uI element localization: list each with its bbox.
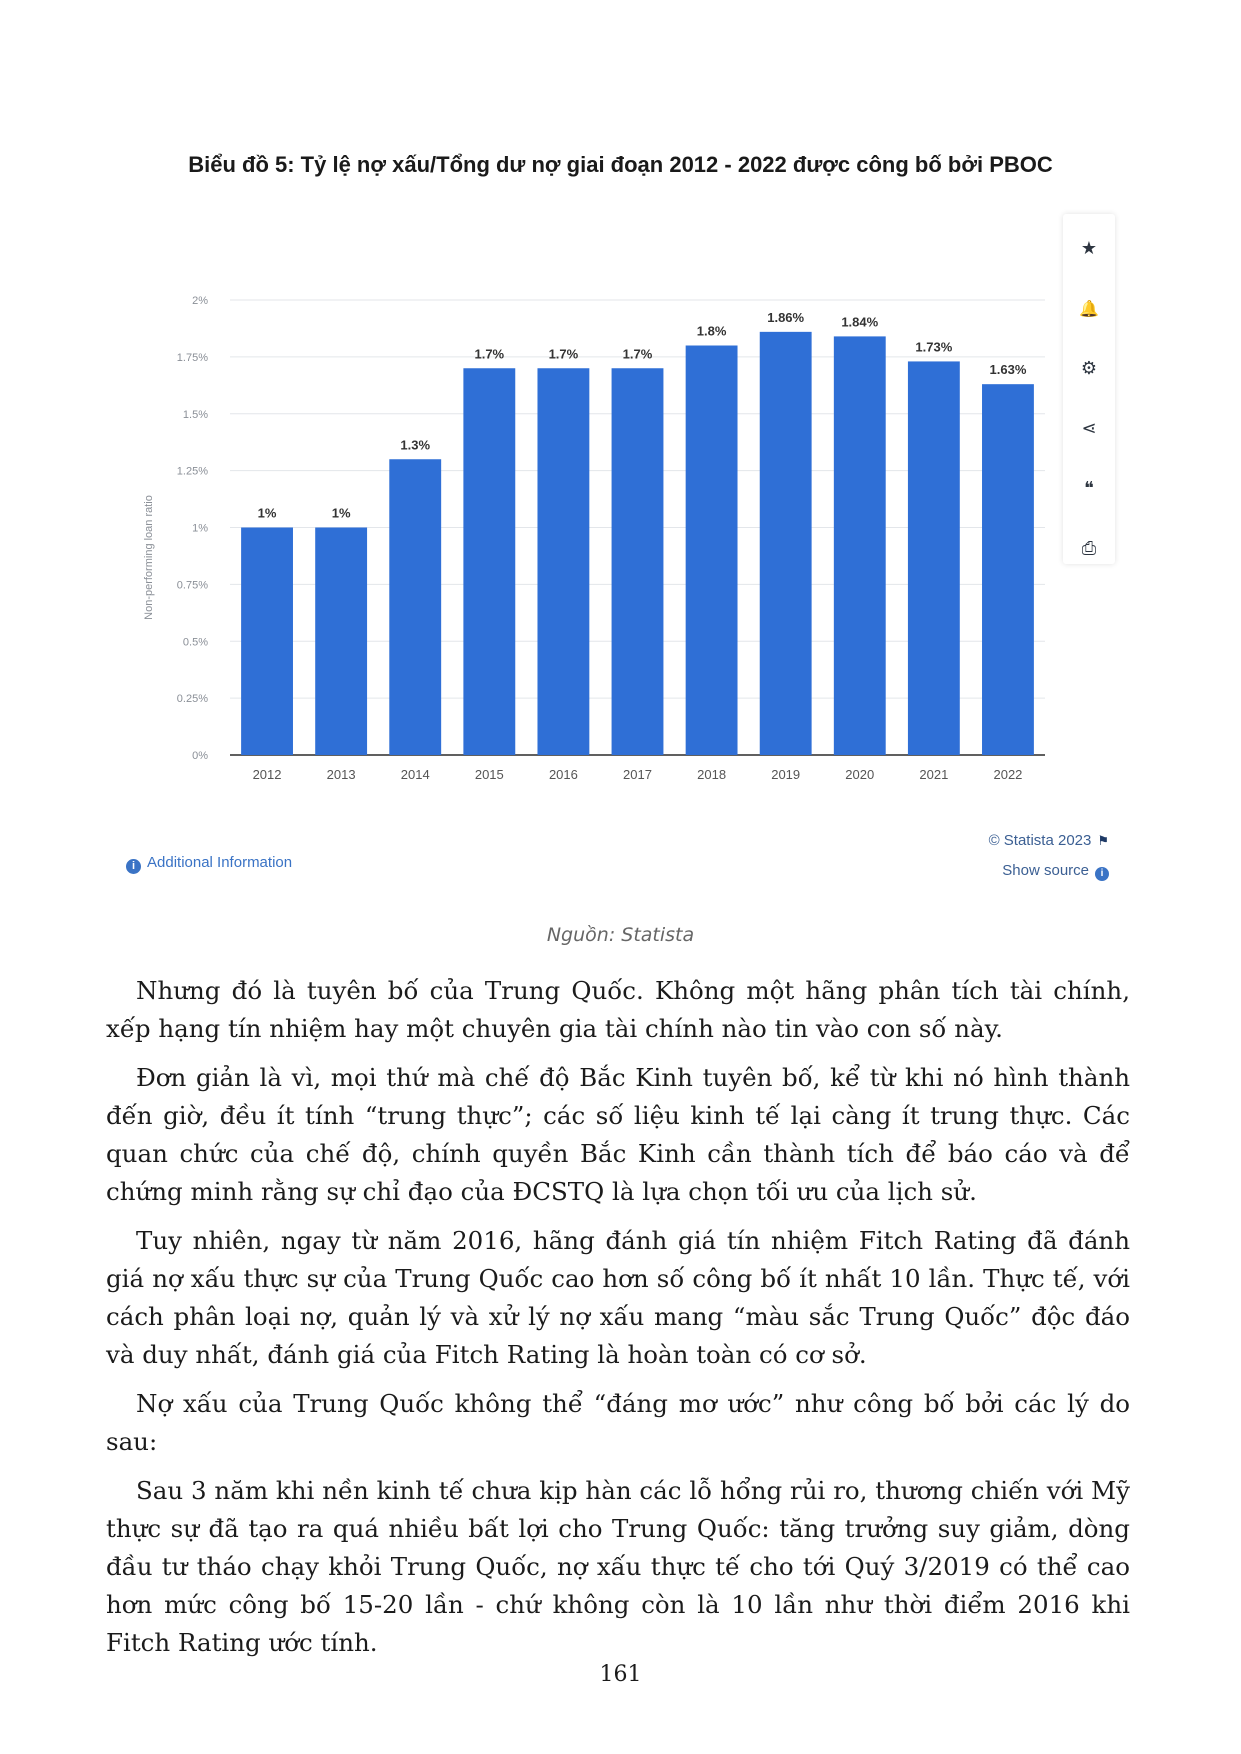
value-label: 1.3% <box>400 437 431 453</box>
x-tick-label: 2014 <box>400 767 430 782</box>
paragraph: Sau 3 năm khi nền kinh tế chưa kịp hàn các lỗ hổng rủi ro, thương chiến với Mỹ thực sự đã tạo ra quá nhiều bất lợi cho Trung Quốc: tăng trưởng suy giảm, dòng đầu tư tháo chạy khỏi Trung Quốc, nợ xấu thực tế cho tới Quý 3/2019 có thể cao hơn mức công bố 15-20 lần - chứ không còn là 10 lần như thời điểm 2016 khi Fitch Rating ước tính. <box>106 1476 1130 1657</box>
additional-information-link[interactable] <box>126 854 292 874</box>
statista-credit-block <box>989 826 1109 886</box>
npl-bar-chart <box>120 210 1050 810</box>
bars <box>241 332 1034 755</box>
body-text <box>106 972 1130 1673</box>
bar-2015[interactable] <box>463 368 515 755</box>
info-icon: i <box>1095 867 1109 881</box>
value-label: 1.7% <box>622 346 653 362</box>
value-label: 1% <box>257 505 277 521</box>
x-tick-label: 2022 <box>993 767 1023 782</box>
paragraph: Tuy nhiên, ngay từ năm 2016, hãng đánh giá tín nhiệm Fitch Rating đã đánh giá nợ xấu thực sự của Trung Quốc cao hơn số công bố ít nhất 10 lần. Thực tế, với cách phân loại nợ, quản lý và xử lý nợ xấu mang “màu sắc Trung Quốc” độc đáo và duy nhất, đánh giá của Fitch Rating là hoàn toàn có cơ sở. <box>106 1226 1130 1369</box>
value-label: 1% <box>331 505 351 521</box>
x-tick-label: 2019 <box>771 767 801 782</box>
y-tick-label: 1.5% <box>182 408 208 421</box>
y-tick-label: 0.25% <box>176 693 208 706</box>
x-tick-label: 2013 <box>326 767 356 782</box>
y-tick-label: 0% <box>192 750 208 762</box>
share-icon[interactable]: ⋖ <box>1081 418 1097 439</box>
gear-icon[interactable]: ⚙ <box>1080 358 1098 379</box>
y-axis-ticks <box>177 295 208 762</box>
y-tick-label: 2% <box>192 295 208 307</box>
star-icon[interactable]: ★ <box>1080 238 1098 259</box>
chart-toolbar <box>1063 214 1115 564</box>
additional-information-label: Additional Information <box>147 854 293 871</box>
x-tick-label: 2015 <box>474 767 504 782</box>
paragraph: Nợ xấu của Trung Quốc không thể “đáng mơ ước” như công bố bởi các lý do sau: <box>106 1389 1130 1456</box>
value-label: 1.84% <box>841 314 879 330</box>
x-tick-label: 2020 <box>845 767 875 782</box>
y-axis-label: Non-performing loan ratio <box>143 495 155 620</box>
y-tick-label: 1.75% <box>176 351 208 364</box>
x-axis-ticks <box>253 767 1023 782</box>
x-tick-label: 2021 <box>919 767 949 782</box>
flag-icon: ⚑ <box>1097 833 1109 848</box>
figure-caption: Nguồn: Statista <box>546 924 695 946</box>
value-label: 1.7% <box>548 346 579 362</box>
value-label: 1.73% <box>915 339 953 355</box>
quote-icon[interactable]: ❝ <box>1084 478 1094 499</box>
bar-2020[interactable] <box>834 336 886 755</box>
x-tick-label: 2012 <box>252 767 282 782</box>
print-icon[interactable]: ⎙ <box>1081 538 1097 559</box>
paragraph: Đơn giản là vì, mọi thứ mà chế độ Bắc Kinh tuyên bố, kể từ khi nó hình thành đến giờ, đều ít tính “trung thực”; các số liệu kinh tế lại càng ít trung thực. Các quan chức của chế độ, chính quyền Bắc Kinh cần thành tích để báo cáo và để chứng minh rằng sự chỉ đạo của ĐCSTQ là lựa chọn tối ưu của lịch sử. <box>106 1063 1130 1206</box>
figure-title: Biểu đồ 5: Tỷ lệ nợ xấu/Tổng dư nợ giai đoạn 2012 - 2022 được công bố bởi PBOC <box>188 152 1053 177</box>
bell-icon[interactable]: 🔔 <box>1079 299 1099 318</box>
value-label: 1.86% <box>767 309 805 325</box>
bar-2014[interactable] <box>389 459 441 755</box>
x-tick-label: 2016 <box>548 767 578 782</box>
bar-2018[interactable] <box>686 346 738 756</box>
y-tick-label: 1% <box>192 522 208 535</box>
bar-2016[interactable] <box>537 368 589 755</box>
value-label: 1.8% <box>696 323 727 339</box>
x-tick-label: 2017 <box>623 767 652 782</box>
value-label: 1.63% <box>989 362 1027 378</box>
bar-2013[interactable] <box>315 528 367 756</box>
show-source-link[interactable]: Show source i <box>989 856 1109 886</box>
page-number: 161 <box>599 1662 642 1687</box>
bar-2019[interactable] <box>760 332 812 755</box>
y-tick-label: 0.5% <box>182 636 208 649</box>
bar-2012[interactable] <box>241 528 293 756</box>
y-tick-label: 0.75% <box>176 579 208 592</box>
y-tick-label: 1.25% <box>176 465 208 478</box>
info-icon: i <box>126 859 141 874</box>
bar-2017[interactable] <box>612 368 664 755</box>
statista-credit[interactable]: © Statista 2023 ⚑ <box>988 832 1109 849</box>
paragraph: Nhưng đó là tuyên bố của Trung Quốc. Không một hãng phân tích tài chính, xếp hạng tín nhiệm hay một chuyên gia tài chính nào tin vào con số này. <box>106 976 1130 1043</box>
bar-2021[interactable] <box>908 361 960 755</box>
x-tick-label: 2018 <box>697 767 727 782</box>
bar-2022[interactable] <box>982 384 1034 755</box>
value-label: 1.7% <box>474 346 505 362</box>
